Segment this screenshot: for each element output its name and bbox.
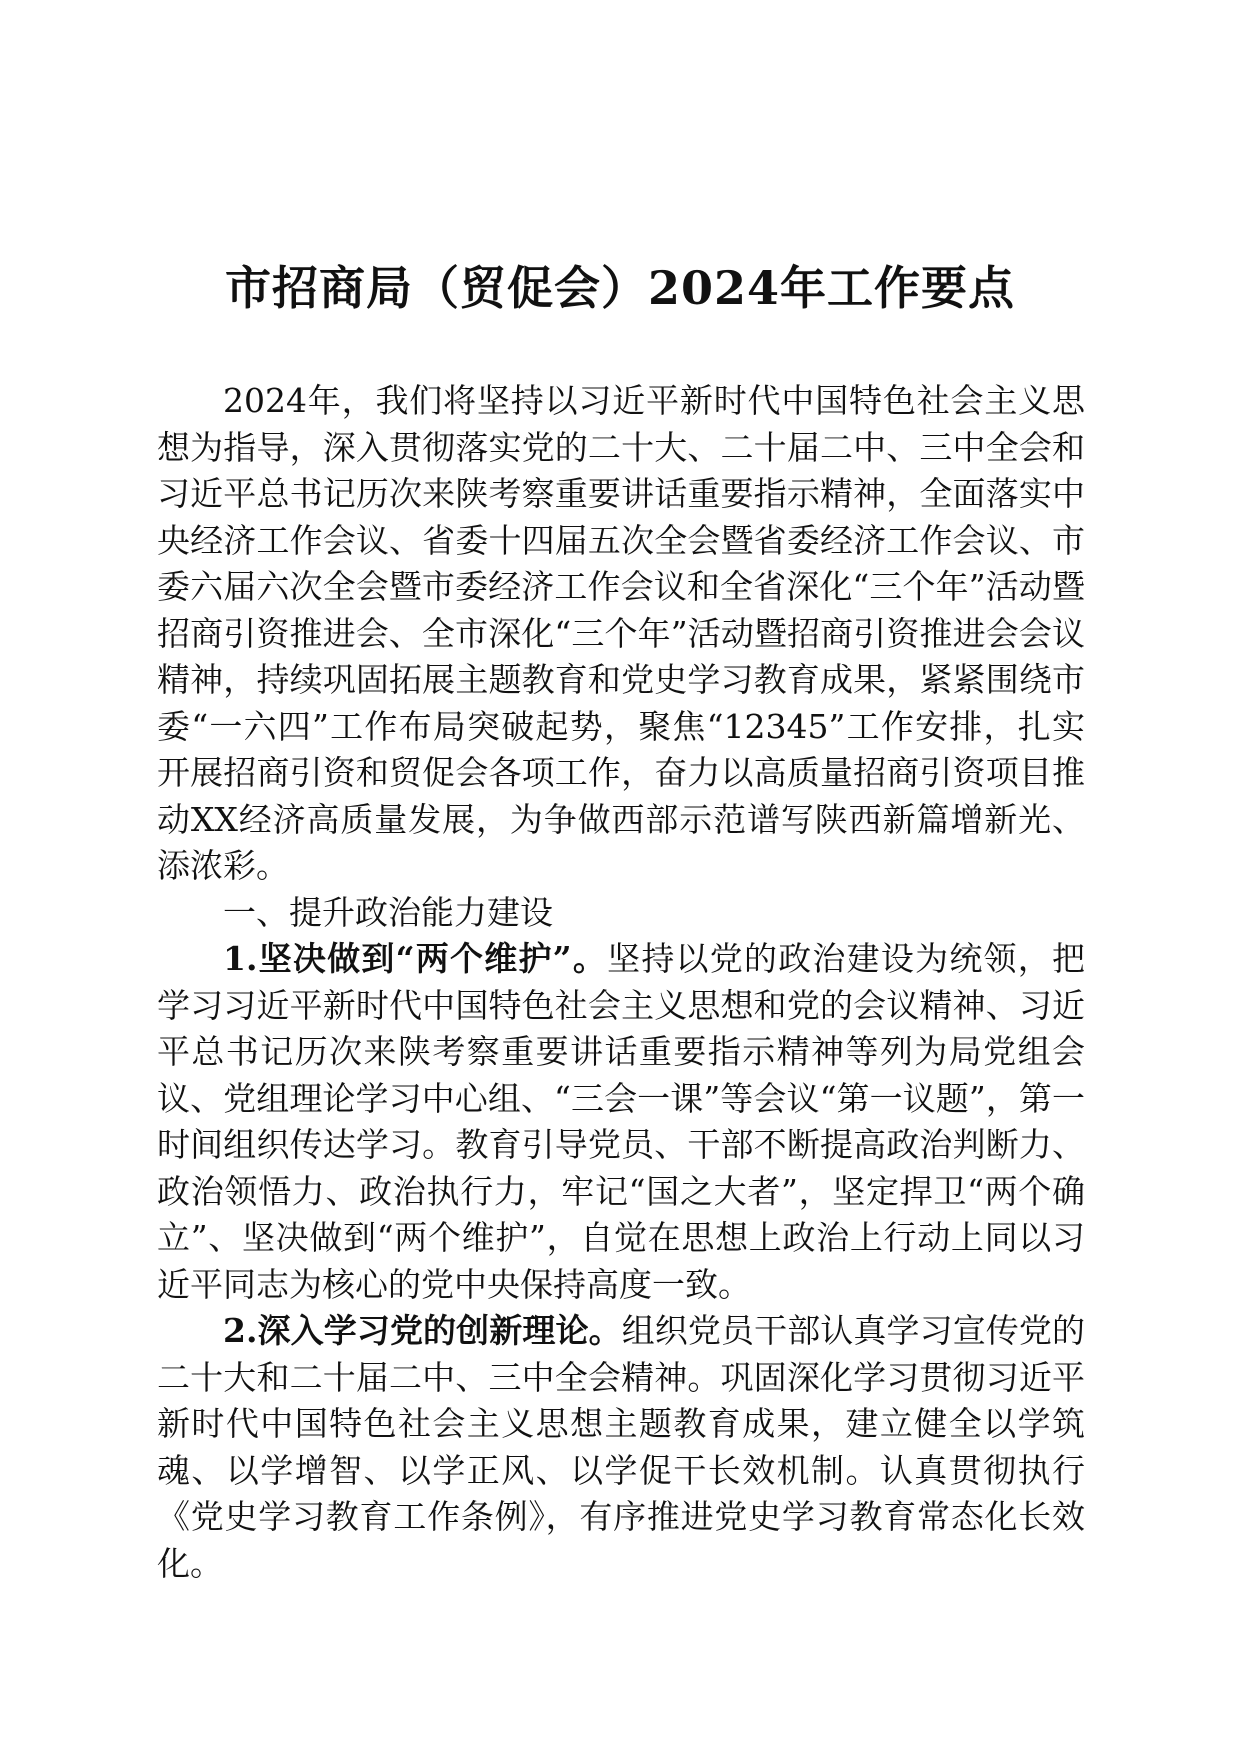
item-1-body: 坚持以党的政治建设为统领，把学习习近平新时代中国特色社会主义思想和党的会议精神、习近平总书记历次来陕考察重要讲话重要指示精神等列为局党组会议、党组理论学习中心组、“三会一课”等会议“第一议题”，第一时间组织传达学习。教育引导党员、干部不断提高政治判断力、政治领悟力、政治执行力，牢记“国之大者”，坚定捍卫“两个确立”、坚决做到“两个维护”，自觉在思想上政治上行动上同以习近平同志为核心的党中央保持高度一致。	[157, 939, 1085, 1304]
intro-paragraph: 2024年，我们将坚持以习近平新时代中国特色社会主义思想为指导，深入贯彻落实党的二十大、二十届二中、三中全会和习近平总书记历次来陕考察重要讲话重要指示精神，全面落实中央经济工作会议、省委十四届五次全会暨省委经济工作会议、市委六届六次全会暨市委经济工作会议和全省深化“三个年”活动暨招商引资推进会、全市深化“三个年”活动暨招商引资推进会会议精神，持续巩固拓展主题教育和党史学习教育成果，紧紧围绕市委“一六四”工作布局突破起势，聚焦“12345”工作安排，扎实开展招商引资和贸促会各项工作，奋力以高质量招商引资项目推动XX经济高质量发展，为争做西部示范谱写陕西新篇增新光、添浓彩。	[157, 381, 1085, 885]
document-title: 市招商局（贸促会）2024年工作要点	[224, 261, 1016, 315]
section-heading: 一、提升政治能力建设	[223, 892, 553, 932]
document-body	[157, 378, 1085, 1587]
item-1-paragraph	[157, 936, 1085, 1308]
item-2-body: 组织党员干部认真学习宣传党的二十大和二十届二中、三中全会精神。巩固深化学习贯彻习近平新时代中国特色社会主义思想主题教育成果，建立健全以学筑魂、以学增智、以学正风、以学促干长效机制。认真贯彻执行《党史学习教育工作条例》，有序推进党史学习教育常态化长效化。	[157, 1311, 1086, 1583]
item-2-paragraph	[157, 1308, 1085, 1587]
item-2-lead: 2.深入学习党的创新理论。	[223, 1311, 622, 1350]
item-1-lead: 1.坚决做到“两个维护”。	[223, 939, 608, 978]
